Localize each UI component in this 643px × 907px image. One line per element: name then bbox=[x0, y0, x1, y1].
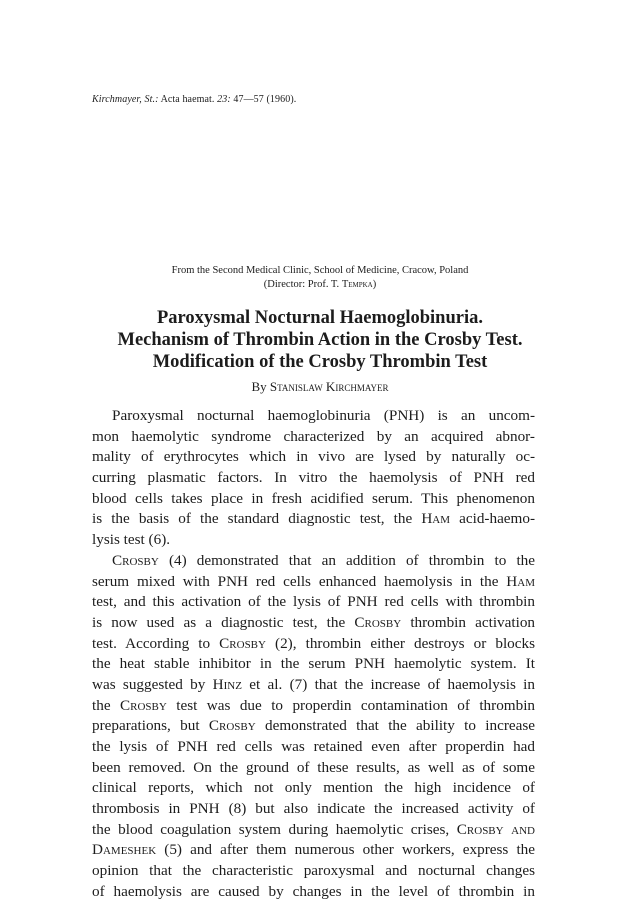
body-line bbox=[92, 634, 535, 655]
text-run: is now used as a diagnostic test, the bbox=[92, 613, 346, 631]
director-name: Tempka bbox=[341, 279, 373, 290]
body-line: lysis test (6). bbox=[92, 531, 171, 549]
body-line bbox=[92, 696, 535, 717]
author-ref: Crosby bbox=[219, 634, 266, 652]
author-ref: Crosby bbox=[112, 551, 159, 569]
text-run: thrombin activation bbox=[410, 613, 535, 631]
author-ref: Crosby bbox=[120, 696, 167, 714]
body-line: the lysis of PNH red cells was retained even after properdin had bbox=[92, 738, 535, 755]
body-line: Paroxysmal nocturnal haemoglobinuria (PNH) is an uncom- bbox=[112, 407, 535, 424]
author-ref: Ham bbox=[506, 572, 535, 590]
director-suffix: ) bbox=[372, 279, 377, 290]
author-ref: Hinz bbox=[212, 675, 242, 693]
citation-journal: Acta haemat. bbox=[160, 94, 215, 105]
byline-author: Stanislaw Kirchmayer bbox=[269, 379, 389, 394]
text-run: the blood coagulation system during haemolytic crises, bbox=[92, 820, 450, 838]
citation bbox=[92, 94, 296, 105]
title-line-1: Paroxysmal Nocturnal Haemoglobinuria. bbox=[157, 308, 483, 328]
text-run: (5) and after them numerous other workers, express the bbox=[164, 841, 535, 859]
text-run: demonstrated that the ability to increase bbox=[265, 717, 535, 735]
citation-year: (1960). bbox=[266, 94, 297, 105]
title-line-3: Modification of the Crosby Thrombin Test bbox=[152, 352, 488, 372]
body-line: thrombosis in PNH (8) but also indicate the increased activity of bbox=[92, 800, 535, 818]
body-line: mon haemolytic syndrome characterized by an acquired abnor- bbox=[92, 427, 535, 445]
body-line: been removed. On the ground of these results, as well as of some bbox=[92, 758, 535, 776]
body-line: mality of erythrocytes which in vivo are lysed by naturally oc- bbox=[92, 448, 535, 466]
text-run: test. According to bbox=[92, 634, 211, 652]
text-run: is the basis of the standard diagnostic test, the bbox=[92, 510, 413, 528]
text-run: et al. (7) that the increase of haemolysis in bbox=[249, 675, 535, 693]
body-line bbox=[92, 716, 535, 737]
body-line bbox=[92, 551, 535, 572]
body-line: clinical reports, which not only mention the high incidence of bbox=[92, 779, 535, 797]
body-line bbox=[92, 840, 535, 861]
author-ref: Dameshek bbox=[92, 841, 157, 859]
text-run: (4) demonstrated that an addition of thrombin to the bbox=[168, 551, 535, 569]
byline-prefix: By bbox=[251, 379, 267, 394]
body-line: the heat stable inhibitor in the serum PNH haemolytic system. It bbox=[92, 655, 535, 673]
author-ref: Crosby and bbox=[456, 820, 535, 838]
director-prefix: (Director: Prof. T. bbox=[263, 279, 340, 290]
affiliation: From the Second Medical Clinic, School of Medicine, Cracow, Poland bbox=[171, 265, 469, 276]
text-run: (2), thrombin either destroys or blocks bbox=[275, 634, 535, 652]
text-run: test was due to properdin contamination of thrombin bbox=[176, 696, 535, 714]
text-run: the bbox=[92, 696, 111, 714]
byline bbox=[100, 379, 540, 395]
text-run: preparations, but bbox=[92, 717, 200, 735]
citation-author: Kirchmayer, St.: bbox=[92, 94, 159, 105]
author-ref: Crosby bbox=[354, 613, 402, 631]
body-line: of haemolysis are caused by changes in the level of thrombin in bbox=[92, 882, 535, 900]
body-line bbox=[92, 820, 535, 841]
body-line bbox=[92, 509, 535, 530]
title-line-2: Mechanism of Thrombin Action in the Crosby Test. bbox=[117, 330, 523, 350]
article-body bbox=[92, 406, 535, 903]
body-line: test, and this activation of the lysis of PNH red cells with thrombin bbox=[92, 593, 535, 611]
director-line bbox=[100, 278, 540, 292]
body-line bbox=[92, 572, 535, 593]
text-run: was suggested by bbox=[92, 675, 206, 693]
citation-volume: 23: bbox=[217, 94, 231, 105]
body-line bbox=[92, 675, 535, 696]
body-line: blood cells takes place in fresh acidified serum. This phenomenon bbox=[92, 489, 535, 507]
author-ref: Ham bbox=[421, 510, 451, 528]
citation-pages: 47—57 bbox=[233, 94, 264, 105]
body-line: opinion that the characteristic paroxysmal and nocturnal changes bbox=[92, 862, 535, 880]
text-run: acid-haemo- bbox=[459, 510, 535, 528]
body-line: curring plasmatic factors. In vitro the haemolysis of PNH red bbox=[92, 469, 535, 487]
author-ref: Crosby bbox=[208, 717, 256, 735]
text-run: serum mixed with PNH red cells enhanced haemolysis in the bbox=[92, 572, 499, 590]
body-line bbox=[92, 613, 535, 634]
